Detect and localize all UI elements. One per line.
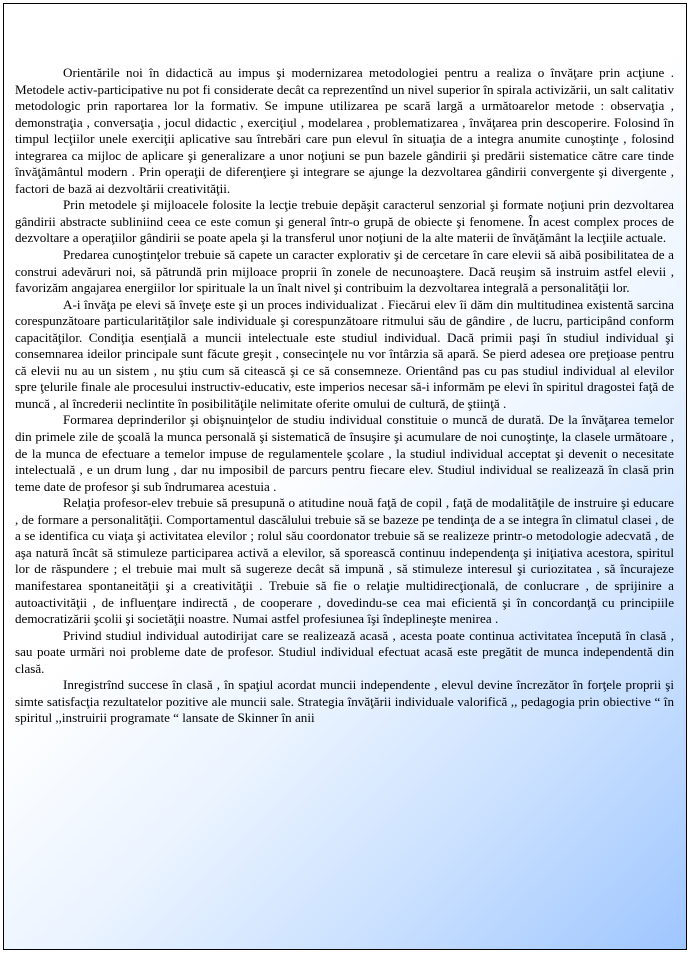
paragraph-6: Relaţia profesor-elev trebuie să presupună o atitudine nouă faţă de copil , faţă de modalităţile de instruire şi educare , de formare a personalităţii. Comportamentul dascălului trebuie să se bazeze pe tendinţa de a se integra în climatul clasei , de a se identifica cu viaţa şi activitatea elevilor ; rolul său coordonator trebuie să se realizeze printr-o metodologie adecvată , de aşa natură încât să stimuleze participarea activă a elevilor, să sporească continuu independenţa şi iniţiativa acestora, spiritul lor de răspundere ; el trebuie mai mult să sugereze decât să impună , să stimuleze interesul şi curiozitatea , să încurajeze manifestarea spontaneităţii şi a creativităţii . Trebuie să fie o relaţie multidirecţională, de conlucrare , de sprijinire a autoactivităţii , de influenţare indirectă , de cooperare , dovedindu-se cea mai eficientă şi în concordanţă cu principiile democratizării şcolii şi societăţii noastre. Numai astfel profesiunea îşi îndeplineşte menirea . xyxy=(15,495,674,627)
paragraph-8: Inregistrînd succese în clasă , în spaţiul acordat muncii independente , elevul devine încrezător în forţele proprii şi simte satisfacţia rezultatelor pozitive ale muncii sale. Strategia învăţării individuale valorifică ,, pedagogia prin obiective “ în spiritul ,,instruirii programate “ lansate de Skinner în anii xyxy=(15,677,674,726)
paragraph-1: Orientările noi în didactică au impus şi modernizarea metodologiei pentru a realiza o învăţare prin acţiune . Metodele activ-participative nu pot fi considerate decât ca reprezentînd un nivel superior în spirala activizării, un salt calitativ metodologic prin raportarea lor la formativ. Se impune utilizarea pe scară largă a următoarelor metode : observaţia , demonstraţia , conversaţia , jocul didactic , exerciţiul , modelarea , problematizarea , învăţarea prin descoperire. Folosind în timpul lecţiilor unele exerciţii aplicative sau întrebări care pun elevul în situaţia de a integra anumite cunoştinţe , folosind integrarea ca mijloc de aplicare şi generalizare a unor noţiuni se pun bazele gândirii şi predării sistematice către care tinde învăţământul modern . Prin operaţii de diferenţiere şi integrare se ajunge la dezvoltarea gândirii convergente şi divergente , factori de bază ai dezvoltării creativităţii. xyxy=(15,65,674,196)
text-box xyxy=(3,3,687,950)
paragraph-2: Prin metodele şi mijloacele folosite la lecţie trebuie depăşit caracterul senzorial şi formate noţiuni prin dezvoltarea gândirii abstracte subliniind ceea ce este comun şi general într-o grupă de obiecte şi fenomene. În acest complex proces de dezvoltare a operaţiilor gândirii se poate apela şi la transferul unor noţiuni de la alte materii de învăţământ la lecţiile actuale. xyxy=(15,197,674,246)
paragraph-7: Privind studiul individual autodirijat care se realizează acasă , acesta poate continua activitatea începută în clasă , sau poate urmări noi probleme date de profesor. Studiul individual efectuat acasă este pregătit de munca independentă din clasă. xyxy=(15,627,674,676)
paragraph-4: A-i învăţa pe elevi să înveţe este şi un proces individualizat . Fiecărui elev îi dăm din multitudinea existentă sarcina corespunzătoare particularităţilor sale individuale şi corespunzătoare ritmului său de gândire , de lucru, participând conform capacităţilor. Condiţia esenţială a muncii intelectuale este studiul individual. Dacă primii paşi în studiul individual şi consemnarea ideilor principale sunt făcute greşit , consecinţele nu vor întârzia să apară. Se pierd adesea ore preţioase pentru că elevii nu au un sistem , nu ştiu cum să citească şi ce să consemneze. Orientând pas cu pas studiul individual al elevilor spre ţelurile finale ale procesului instructiv-educativ, este imperios necesar să-i informăm pe elevi în spiritul dragostei faţă de muncă , al încrederii neclintite în posibilităţile nelimitate oferite omului de cultură, de ştiinţă . xyxy=(15,296,674,411)
paragraph-3: Predarea cunoştinţelor trebuie să capete un caracter explorativ şi de cercetare în care elevii să aibă posibilitatea de a construi adevăruri noi, să pătrundă prin mijloace proprii în zonele de necunoaştere. Dacă reuşim să instruim astfel elevii , favorizăm angajarea energiilor lor spirituale la un înalt nivel şi contribuim la dezvoltarea integrală a personalităţii lor. xyxy=(15,247,674,296)
paragraph-5: Formarea deprinderilor şi obişnuinţelor de studiu individual constituie o muncă de durată. De la învăţarea temelor din primele zile de şcoală la munca personală şi sistematică de însuşire şi acumulare de noi cunoştinţe, la clasele următoare , de la munca de efectuare a temelor impuse de regulamentele şcolare , la studiul individual acceptat şi devenit o necesitate intelectuală , e un drum lung , dar nu imposibil de parcurs pentru fiecare elev. Studiul individual se realizează în clasă prin teme date de profesor şi sub îndrumarea acestuia . xyxy=(15,412,674,494)
